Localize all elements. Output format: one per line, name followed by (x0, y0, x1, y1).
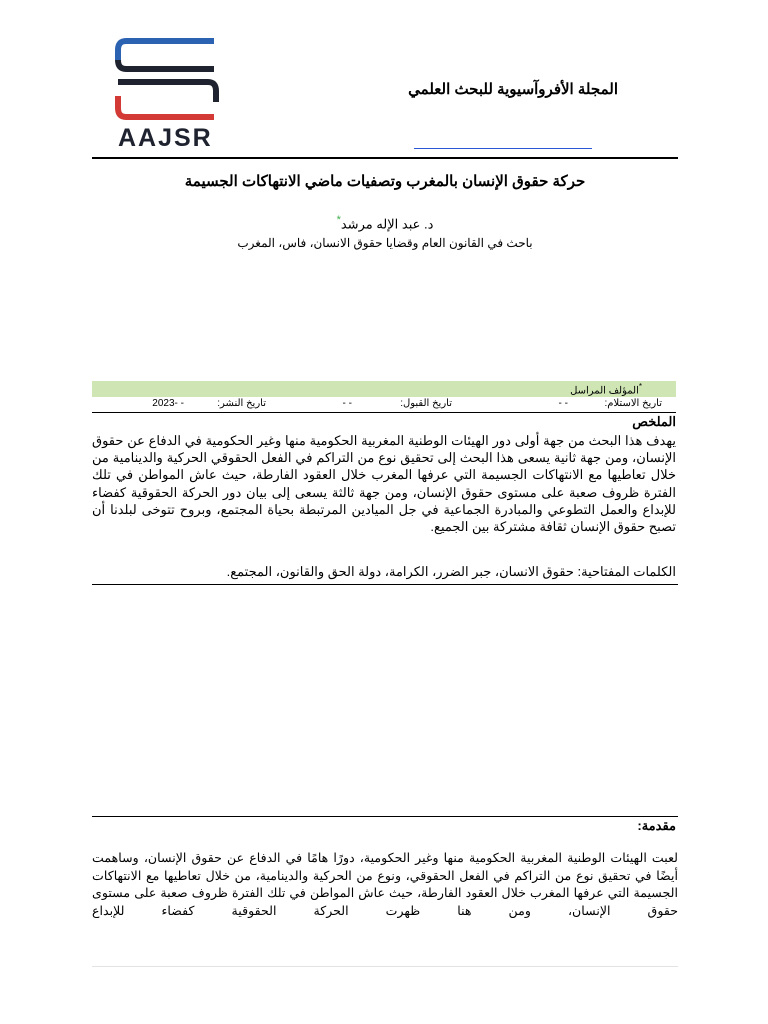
journal-title: المجلة الأفروآسيوية للبحث العلمي (408, 81, 618, 98)
journal-link-underline[interactable] (414, 148, 592, 149)
intro-body: لعبت الهيئات الوطنية المغربية الحكومية منها وغير الحكومية، دورًا هامًا في الدفاع عن حقوق الإنسان، وساهمت أيضًا في تحقيق نوع من التراكم في الفعل الحقوقي، ونوع من الحركية والدينامية، من خلال تعاطيها مع الانتهاكات الجسيمة التي عرفها المغرب خلال العقود الفارطة، حيث عاش المواطن في تلك الفترة ظروف صعبة على مستوى حقوق الإنسان، ومن هنا ظهرت الحركة الحقوقية كفضاء للإبداع (92, 851, 678, 918)
corresponding-author-note (570, 382, 642, 396)
paper-title: حركة حقوق الإنسان بالمغرب وتصفيات ماضي الانتهاكات الجسيمة (184, 173, 586, 190)
author-name: د. عبد الإله مرشد (340, 216, 434, 232)
author-line (92, 214, 678, 232)
received-value: - - (558, 398, 568, 409)
dates-divider (92, 412, 676, 413)
published-label: تاريخ النشر: (217, 398, 266, 409)
corresponding-mark: * (638, 382, 642, 391)
abstract-divider (92, 584, 678, 585)
dates-row (92, 398, 676, 412)
intro-heading: مقدمة: (637, 818, 676, 833)
logo-blue-stroke (118, 41, 214, 60)
received-label: تاريخ الاستلام: (604, 398, 662, 409)
corresponding-label: المؤلف المراسل (570, 385, 639, 397)
footer-divider (92, 966, 678, 967)
journal-logo-text: AAJSR (118, 124, 213, 152)
author-mark: * (336, 214, 341, 226)
header-divider (92, 157, 678, 159)
section-divider (92, 816, 678, 817)
logo-dark-mid-stroke (118, 82, 216, 102)
author-affiliation: باحث في القانون العام وقضايا حقوق الانسان، فاس، المغرب (237, 236, 533, 250)
logo-red-stroke (118, 96, 214, 117)
abstract-heading: الملخص (632, 414, 676, 429)
keywords: الكلمات المفتاحية: حقوق الانسان، جبر الضرر، الكرامة، دولة الحق والقانون، المجتمع. (226, 564, 676, 579)
abstract-body: يهدف هذا البحث من جهة أولى دور الهيئات الوطنية المغربية الحكومية منها وغير الحكومية في الدفاع عن حقوق الإنسان، ومن جهة ثانية يسعى هذا البحث إلى تحقيق نوع من التراكم في الفعل الحقوقي الحركية والدينامية من خلال تعاطيها مع الانتهاكات الجسيمة التي عرفها المغرب خلال العقود الفارطة، حيث عاش المواطن في تلك الفترة ظروف صعبة على مستوى حقوق الإنسان، ومن جهة ثالثة يسعى إلى بيان دور الحركة الحقوقية كفضاء للإبداع والعمل التطوعي والمبادرة الجماعية في جل الميادين المرتبطة بحياة المجتمع، وبروح تتوخى لبلدنا أن تصبح حقوق الإنسان ثقافة مشتركة بين الجميع. (92, 433, 676, 535)
logo-dark-upper-stroke (118, 60, 214, 69)
published-value: - -2023 (152, 398, 184, 409)
accepted-value: - - (342, 398, 352, 409)
accepted-label: تاريخ القبول: (400, 398, 452, 409)
